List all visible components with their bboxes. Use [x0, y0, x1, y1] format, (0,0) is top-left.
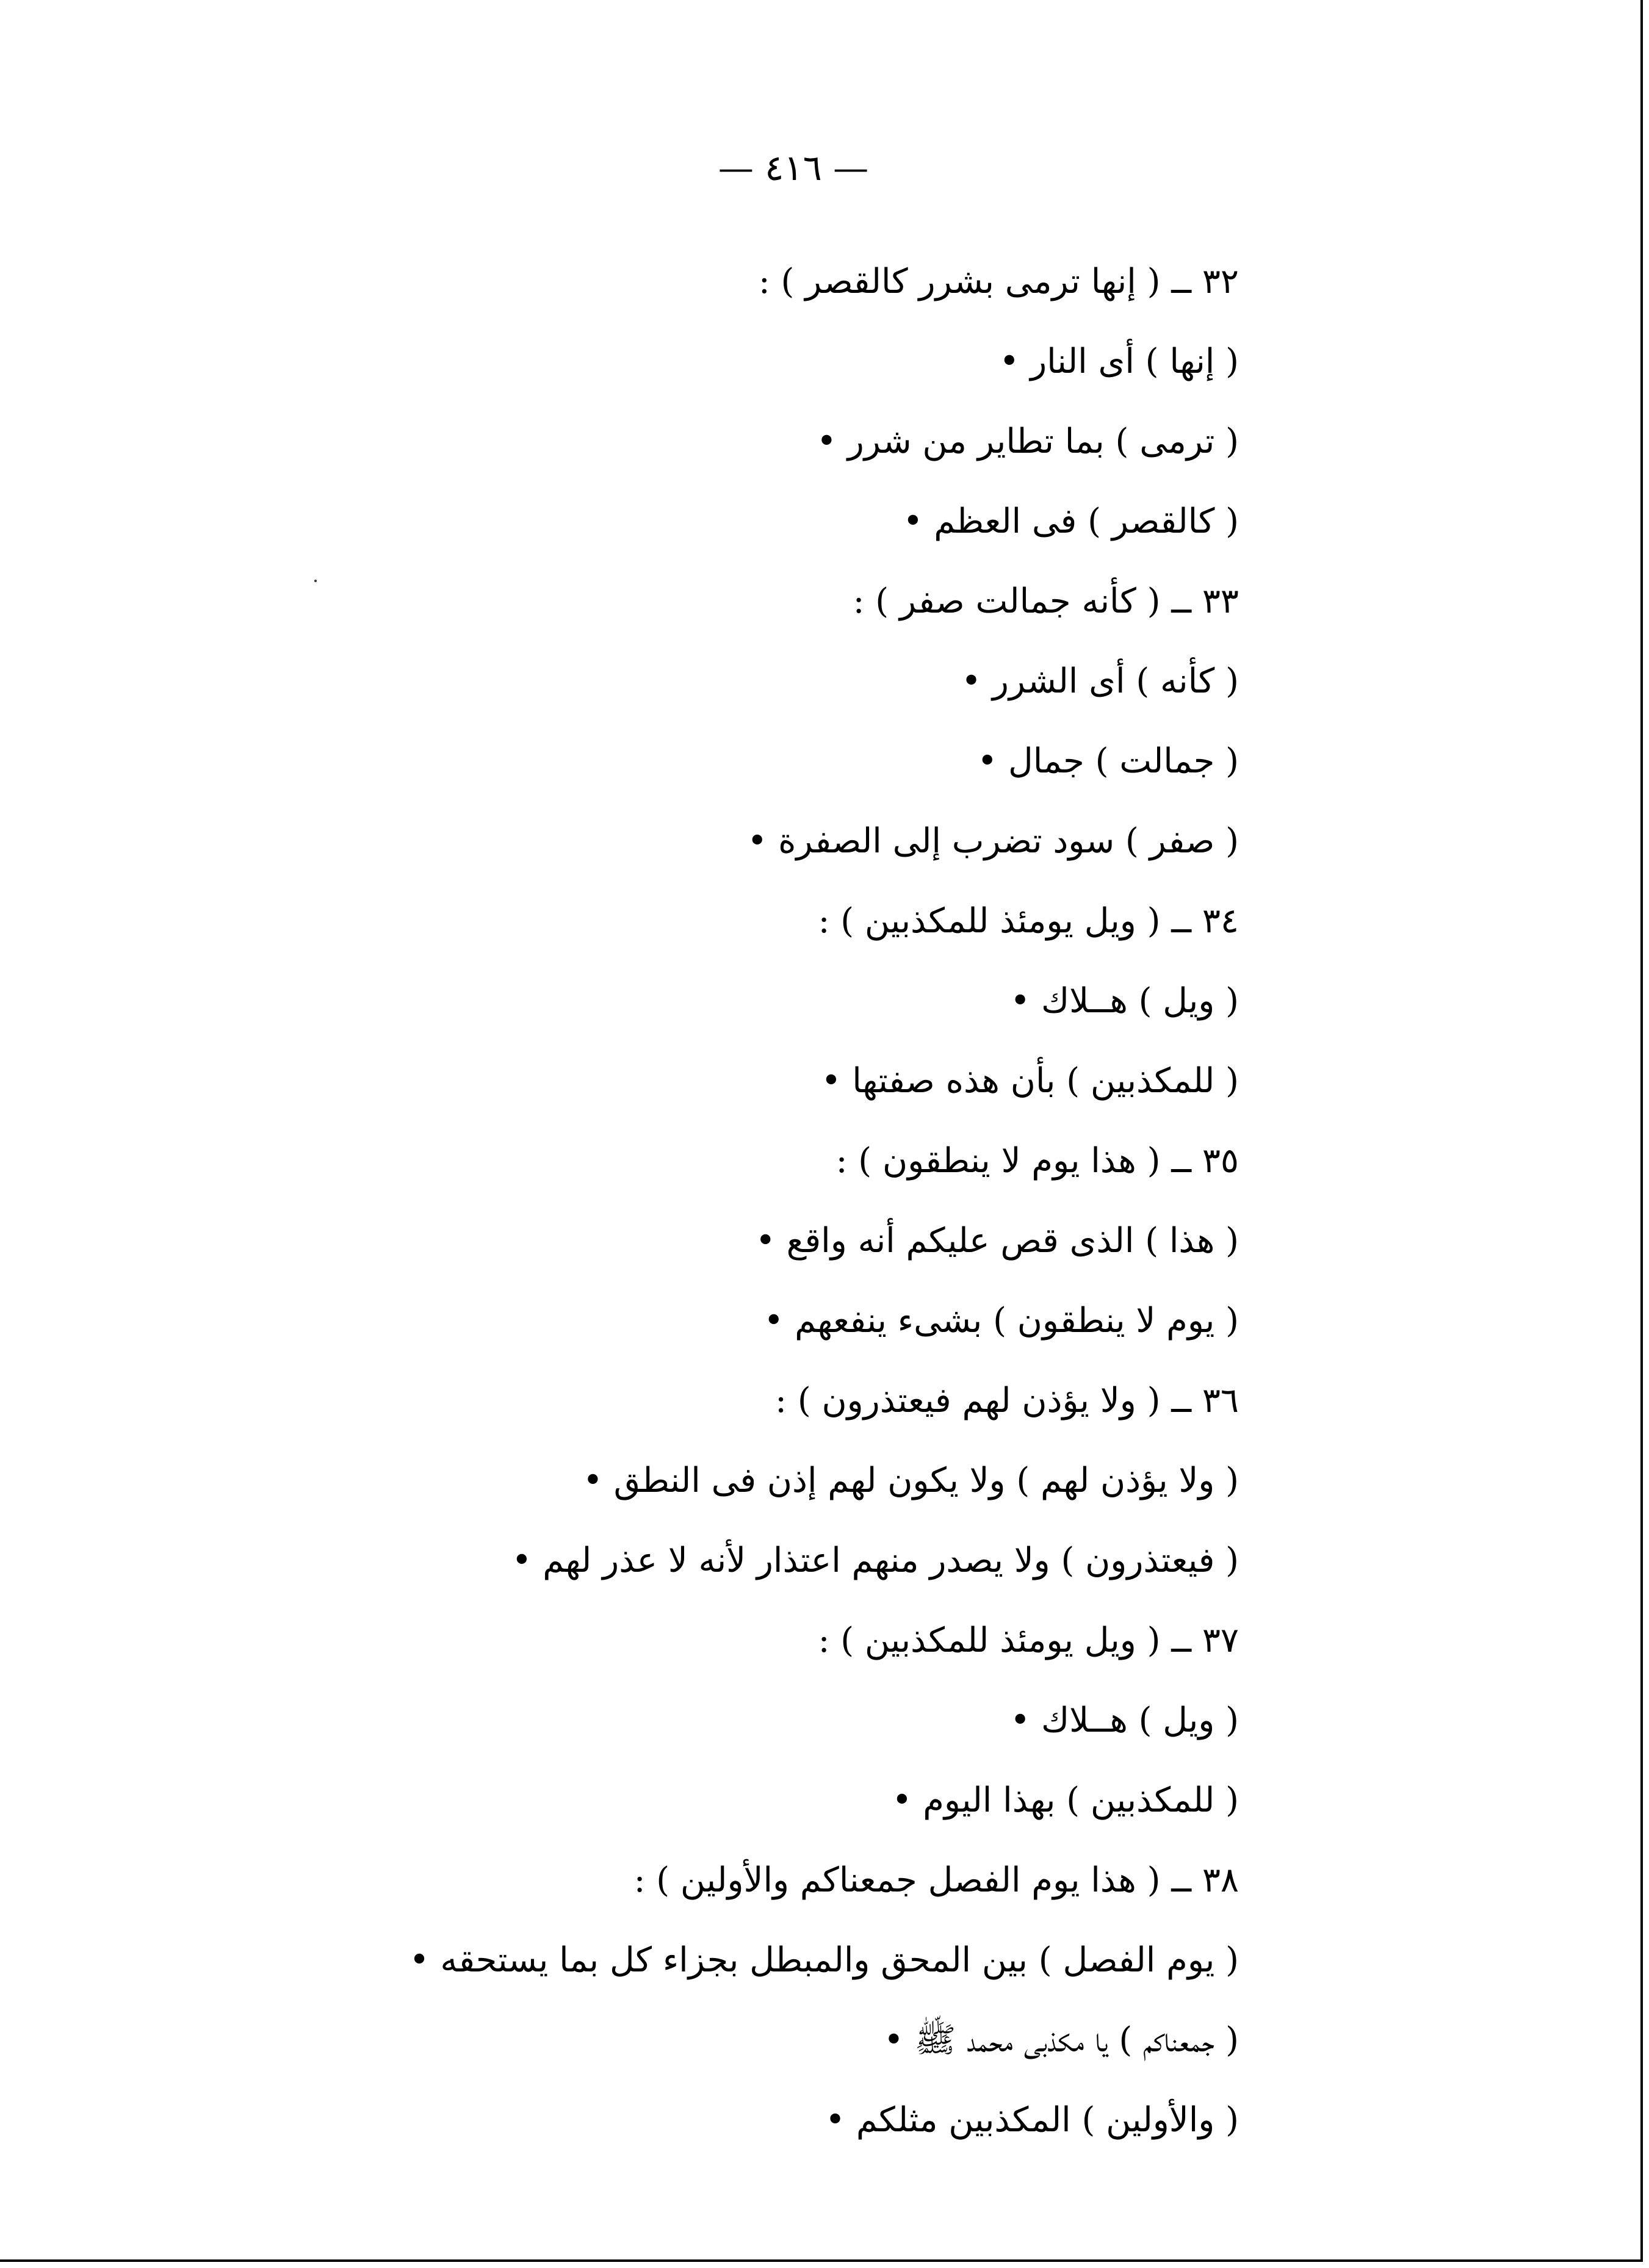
page-number: — ٤١٦ —	[718, 147, 869, 189]
explanation-line: ( هذا ) الذى قص عليكم أنه واقع •	[755, 1221, 1239, 1261]
explanation-line: ( كأنه ) أى الشرر •	[961, 661, 1239, 701]
explanation-line: ( ولا يؤذن لهم ) ولا يكون لهم إذن فى النطق •	[582, 1461, 1239, 1500]
explanation-line: ( جمعناكم ) يا مكذبى محمد ﷺ •	[883, 2020, 1239, 2060]
explanation-line: ( ترمى ) بما تطاير من شرر •	[816, 422, 1239, 461]
explanation-line: ( فيعتذرون ) ولا يصدر منهم اعتذار لأنه لا عذر لهم •	[511, 1541, 1239, 1580]
explanation-line: ( والأولين ) المكذبين مثلكم •	[825, 2100, 1239, 2140]
explanation-line: ( جمالت ) جمال •	[977, 741, 1239, 781]
explanation-line: ( صفر ) سود تضرب إلى الصفرة •	[747, 821, 1239, 861]
verse-heading-35: ٣٥ ــ ( هذا يوم لا ينطقون ) :	[835, 1141, 1239, 1181]
explanation-line: ( يوم لا ينطقون ) بشىء ينفعهم •	[763, 1301, 1239, 1341]
text-body	[183, 242, 1239, 2160]
verse-heading-36: ٣٦ ــ ( ولا يؤذن لهم فيعتذرون ) :	[775, 1381, 1239, 1420]
explanation-line: ( ويل ) هــلاك •	[1010, 981, 1239, 1021]
verse-heading-33: ٣٣ ــ ( كأنه جمالت صفر ) :	[853, 581, 1239, 621]
verse-heading-32: ٣٢ ــ ( إنها ترمى بشرر كالقصر ) :	[758, 262, 1239, 301]
explanation-line: ( ويل ) هــلاك •	[1010, 1701, 1239, 1740]
explanation-line: ( يوم الفصل ) بين المحق والمبطل بجزاء كل بما يستحقه •	[409, 1940, 1239, 1980]
explanation-line: ( إنها ) أى النار •	[999, 342, 1239, 381]
explanation-line: ( للمكذبين ) بهذا اليوم •	[892, 1780, 1239, 1820]
explanation-line: ( للمكذبين ) بأن هذه صفتها •	[821, 1061, 1239, 1101]
verse-heading-34: ٣٤ ــ ( ويل يومئذ للمكذبين ) :	[818, 901, 1239, 941]
explanation-line: ( كالقصر ) فى العظم •	[903, 502, 1239, 541]
verse-heading-38: ٣٨ ــ ( هذا يوم الفصل جمعناكم والأولين ) :	[633, 1860, 1239, 1900]
verse-heading-37: ٣٧ ــ ( ويل يومئذ للمكذبين ) :	[818, 1621, 1239, 1660]
scan-speck	[314, 580, 317, 582]
